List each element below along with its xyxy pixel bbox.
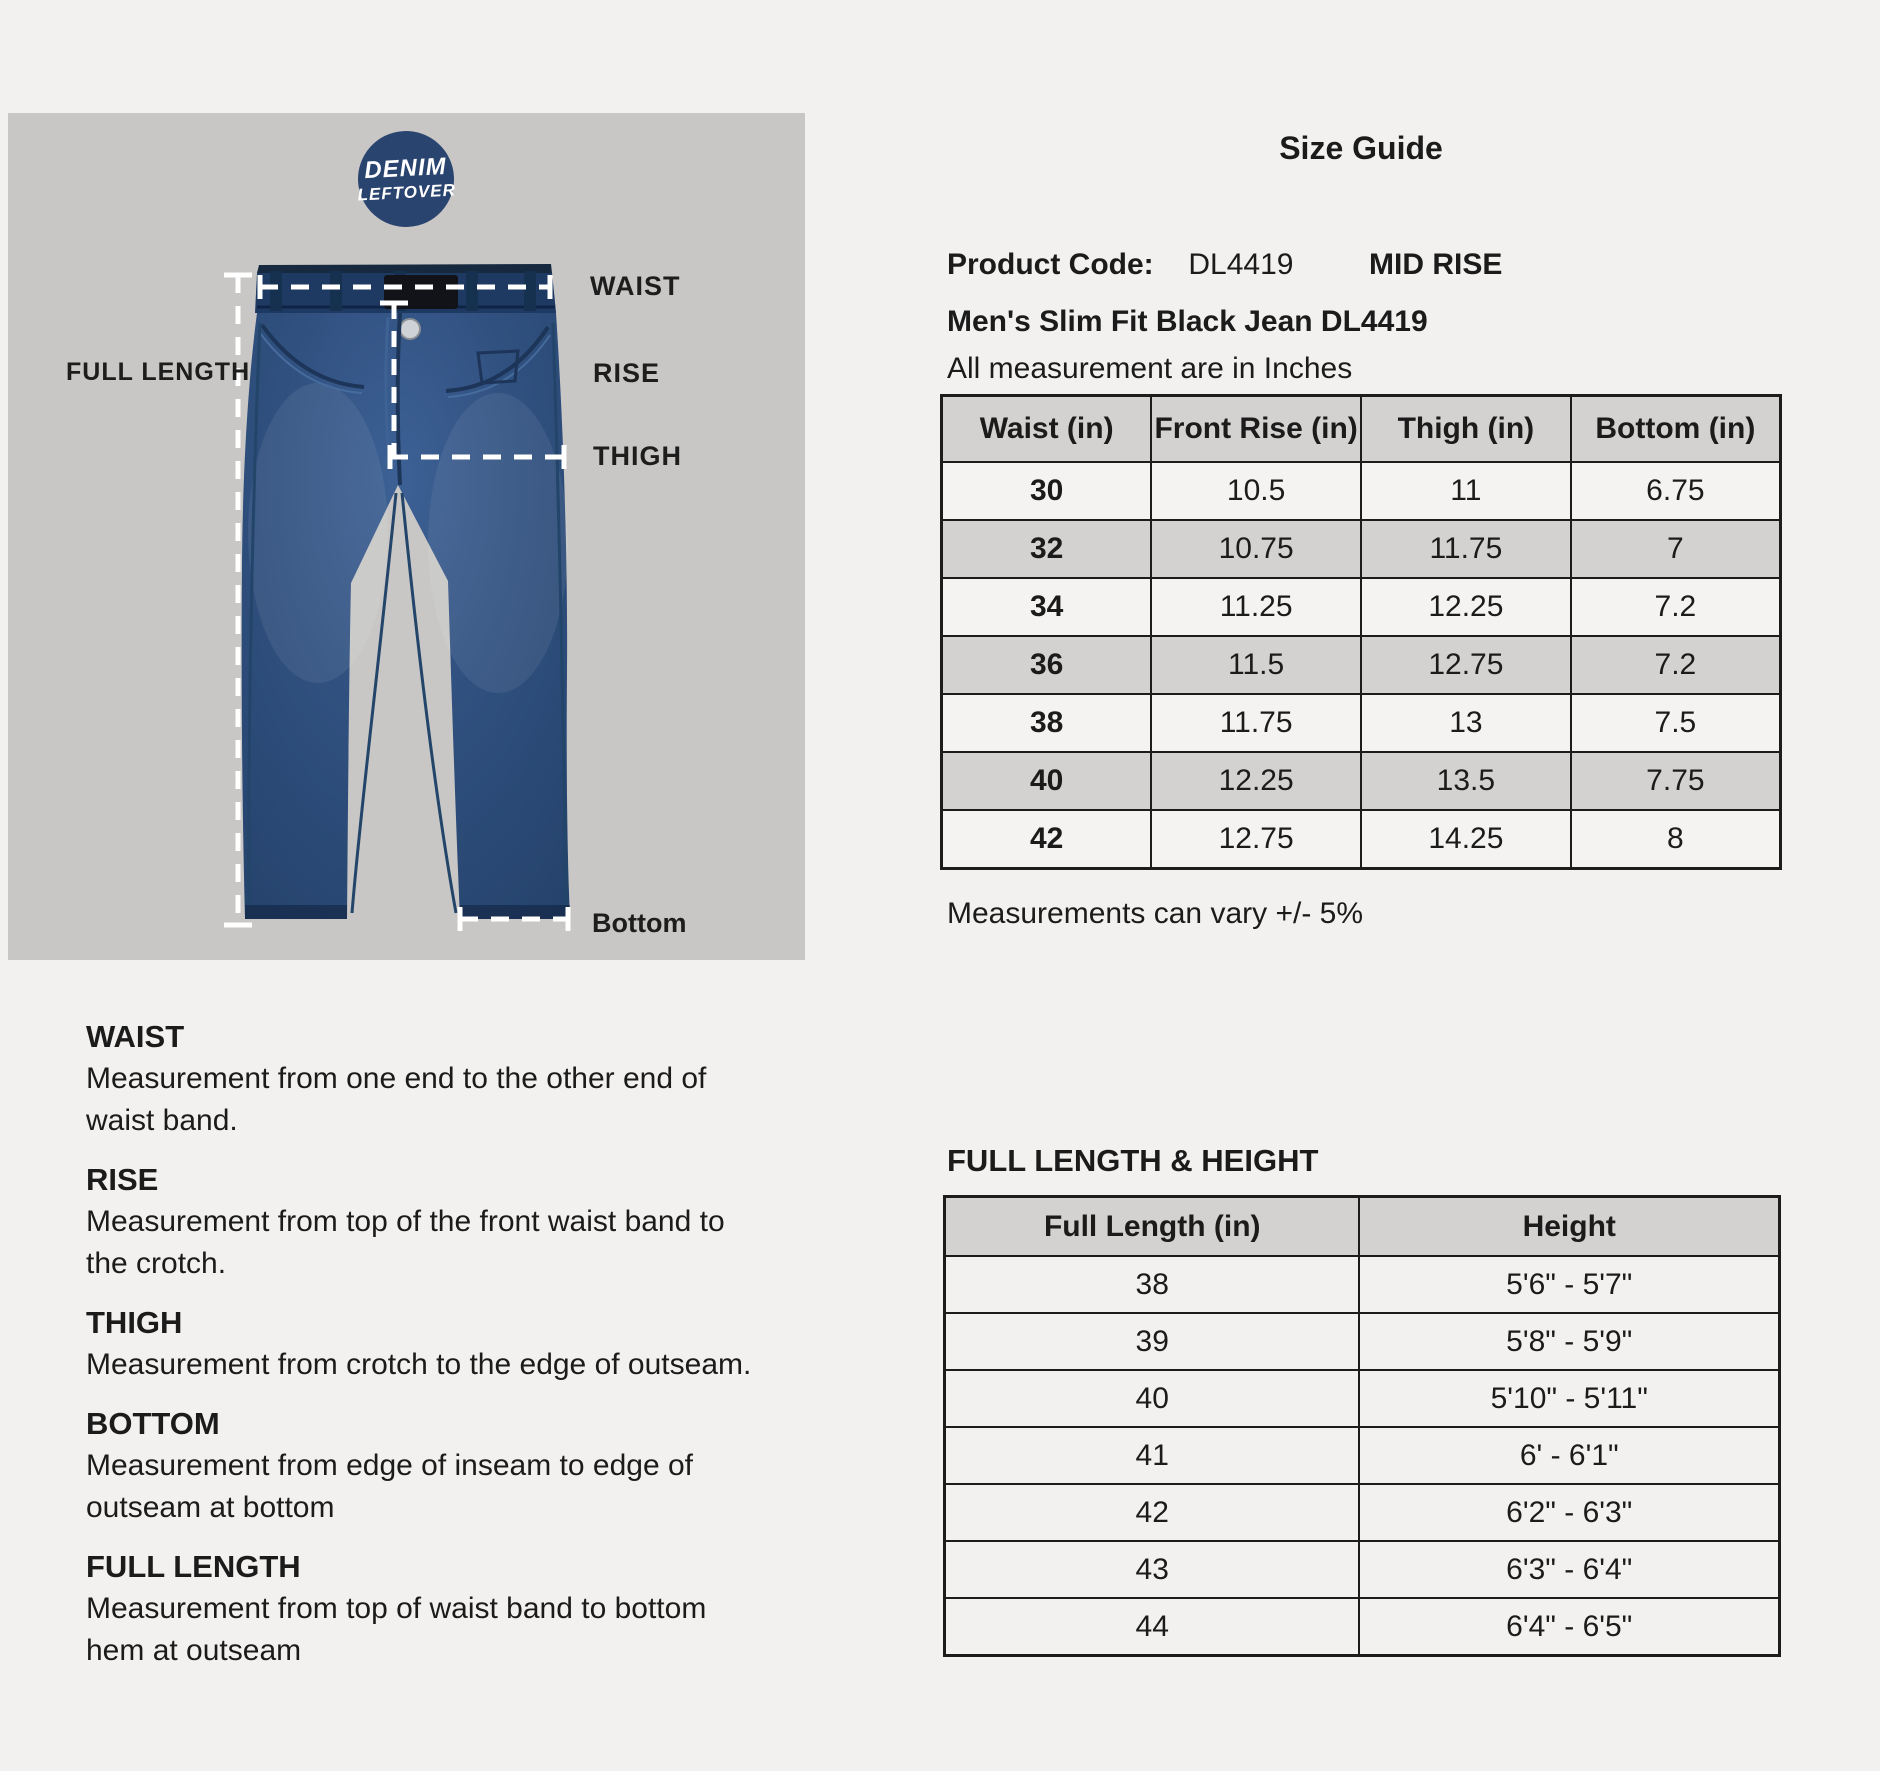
column-header: Thigh (in) — [1361, 396, 1571, 463]
brand-logo-line1: DENIM — [363, 152, 448, 185]
definition-text: Measurement from one end to the other end of — [86, 1062, 707, 1095]
table-row: 43 6'3" - 6'4" — [945, 1541, 1780, 1598]
product-code-row — [947, 248, 1293, 282]
column-header: Full Length (in) — [945, 1197, 1360, 1257]
table-row: 34 11.25 12.25 7.2 — [942, 578, 1781, 636]
size-measurements-table — [940, 394, 1782, 870]
jeans-illustration — [8, 113, 805, 960]
definition-term: WAIST — [86, 1019, 185, 1054]
column-header: Height — [1359, 1197, 1779, 1257]
table-header-row — [945, 1197, 1780, 1257]
definition-term: BOTTOM — [86, 1406, 220, 1441]
definition-bottom — [86, 1403, 766, 1529]
definition-text: waist band. — [86, 1104, 238, 1137]
table-row: 38 11.75 13 7.5 — [942, 694, 1781, 752]
fit-label: MID RISE — [1369, 248, 1503, 281]
table-row: 30 10.5 11 6.75 — [942, 462, 1781, 520]
label-waist: WAIST — [590, 271, 681, 301]
jeans-measurement-photo — [8, 113, 805, 960]
column-header: Bottom (in) — [1571, 396, 1781, 463]
column-header: Front Rise (in) — [1151, 396, 1361, 463]
table-row: 38 5'6" - 5'7" — [945, 1256, 1780, 1313]
table-row: 40 5'10" - 5'11" — [945, 1370, 1780, 1427]
table-row: 32 10.75 11.75 7 — [942, 520, 1781, 578]
definition-rise — [86, 1159, 766, 1285]
definition-text: outseam at bottom — [86, 1491, 335, 1524]
definition-term: RISE — [86, 1162, 159, 1197]
definition-term: FULL LENGTH — [86, 1549, 301, 1584]
table-row: 40 12.25 13.5 7.75 — [942, 752, 1781, 810]
length-section-title: FULL LENGTH & HEIGHT — [947, 1143, 1319, 1178]
full-length-height-table — [943, 1195, 1781, 1657]
units-note: All measurement are in Inches — [947, 352, 1353, 385]
definition-text: the crotch. — [86, 1247, 227, 1280]
variance-note: Measurements can vary +/- 5% — [947, 897, 1364, 930]
definition-text: Measurement from edge of inseam to edge of — [86, 1449, 694, 1482]
definition-term: THIGH — [86, 1305, 183, 1340]
product-code-value: DL4419 — [1188, 248, 1294, 281]
table-row: 42 12.75 14.25 8 — [942, 810, 1781, 869]
definition-text: Measurement from crotch to the edge of outseam. — [86, 1348, 752, 1381]
label-full-length: FULL LENGTH — [66, 358, 251, 386]
definition-waist — [86, 1016, 766, 1142]
page-title: Size Guide — [1279, 130, 1443, 166]
definition-full-length — [86, 1546, 766, 1672]
table-row: 36 11.5 12.75 7.2 — [942, 636, 1781, 694]
label-bottom: Bottom — [592, 908, 687, 938]
definition-text: Measurement from top of waist band to bottom — [86, 1592, 707, 1625]
table-row: 39 5'8" - 5'9" — [945, 1313, 1780, 1370]
brand-logo-line2: LEFTOVER — [357, 180, 457, 205]
label-thigh: THIGH — [593, 441, 682, 471]
definition-text: hem at outseam — [86, 1634, 302, 1667]
label-rise: RISE — [593, 358, 661, 388]
jeans-shape — [242, 264, 570, 919]
product-code-label: Product Code: — [947, 248, 1154, 281]
definition-thigh — [86, 1302, 766, 1386]
column-header: Waist (in) — [942, 396, 1152, 463]
table-row: 41 6' - 6'1" — [945, 1427, 1780, 1484]
measurement-definitions — [86, 1016, 766, 1689]
table-row: 44 6'4" - 6'5" — [945, 1598, 1780, 1656]
table-row: 42 6'2" - 6'3" — [945, 1484, 1780, 1541]
definition-text: Measurement from top of the front waist band to — [86, 1205, 725, 1238]
table-header-row — [942, 396, 1781, 463]
product-name: Men's Slim Fit Black Jean DL4419 — [947, 305, 1428, 338]
